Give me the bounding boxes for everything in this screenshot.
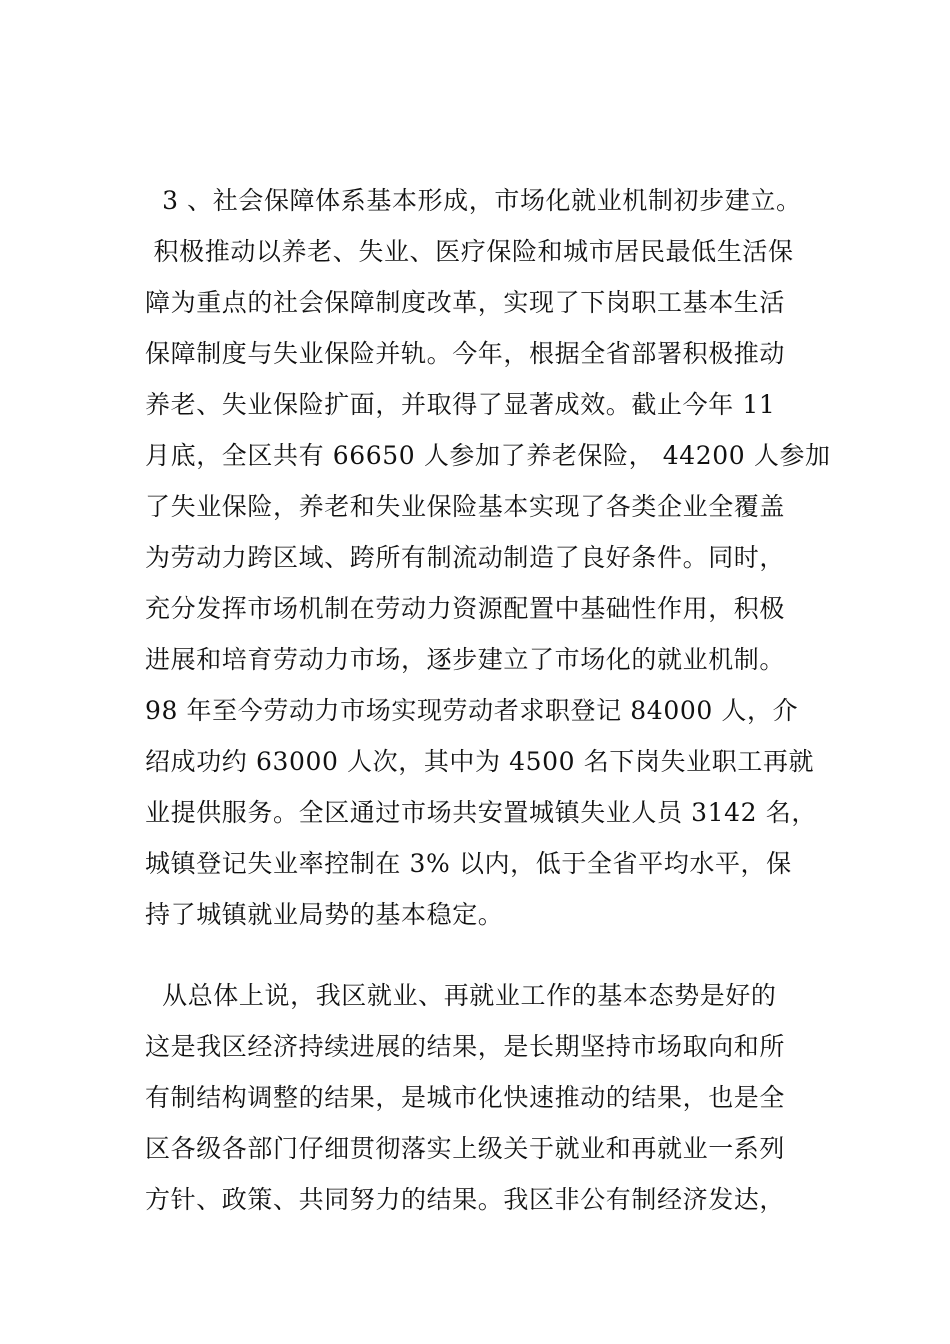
text-line: 绍成功约 63000 人次，其中为 4500 名下岗失业职工再就 [145,747,815,776]
text-line: 持了城镇就业局势的基本稳定。 [145,900,504,929]
text-line: 98 年至今劳动力市场实现劳动者求职登记 84000 人，介 [145,696,799,725]
text-line: 积极推动以养老、失业、医疗保险和城市居民最低生活保 [145,237,794,266]
paragraph-overall-situation [145,970,835,1225]
text-line: 进展和培育劳动力市场，逐步建立了市场化的就业机制。 [145,645,786,674]
text-line: 方针、政策、共同努力的结果。我区非公有制经济发达， [145,1185,786,1214]
text-line: 障为重点的社会保障制度改革，实现了下岗职工基本生活 [145,288,786,317]
text-line: 业提供服务。全区通过市场共安置城镇失业人员 3142 名， [145,798,817,827]
text-line: 充分发挥市场机制在劳动力资源配置中基础性作用，积极 [145,594,786,623]
text-line: 城镇登记失业率控制在 3% 以内，低于全省平均水平，保 [145,849,792,878]
text-line: 了失业保险，养老和失业保险基本实现了各类企业全覆盖 [145,492,786,521]
text-line: 3 、社会保障体系基本形成，市场化就业机制初步建立。 [145,186,802,215]
text-line: 为劳动力跨区域、跨所有制流动制造了良好条件。同时， [145,543,786,572]
text-line: 这是我区经济持续进展的结果，是长期坚持市场取向和所 [145,1032,786,1061]
text-line: 从总体上说，我区就业、再就业工作的基本态势是好的 [145,981,777,1010]
text-line: 养老、失业保险扩面，并取得了显著成效。截止今年 11 [145,390,776,419]
text-line: 保障制度与失业保险并轨。今年，根据全省部署积极推动 [145,339,786,368]
text-line: 有制结构调整的结果，是城市化快速推动的结果，也是全 [145,1083,786,1112]
paragraph-social-security [145,175,835,940]
text-line: 月底，全区共有 66650 人参加了养老保险， 44200 人参加 [145,441,831,470]
text-line: 区各级各部门仔细贯彻落实上级关于就业和再就业一系列 [145,1134,786,1163]
